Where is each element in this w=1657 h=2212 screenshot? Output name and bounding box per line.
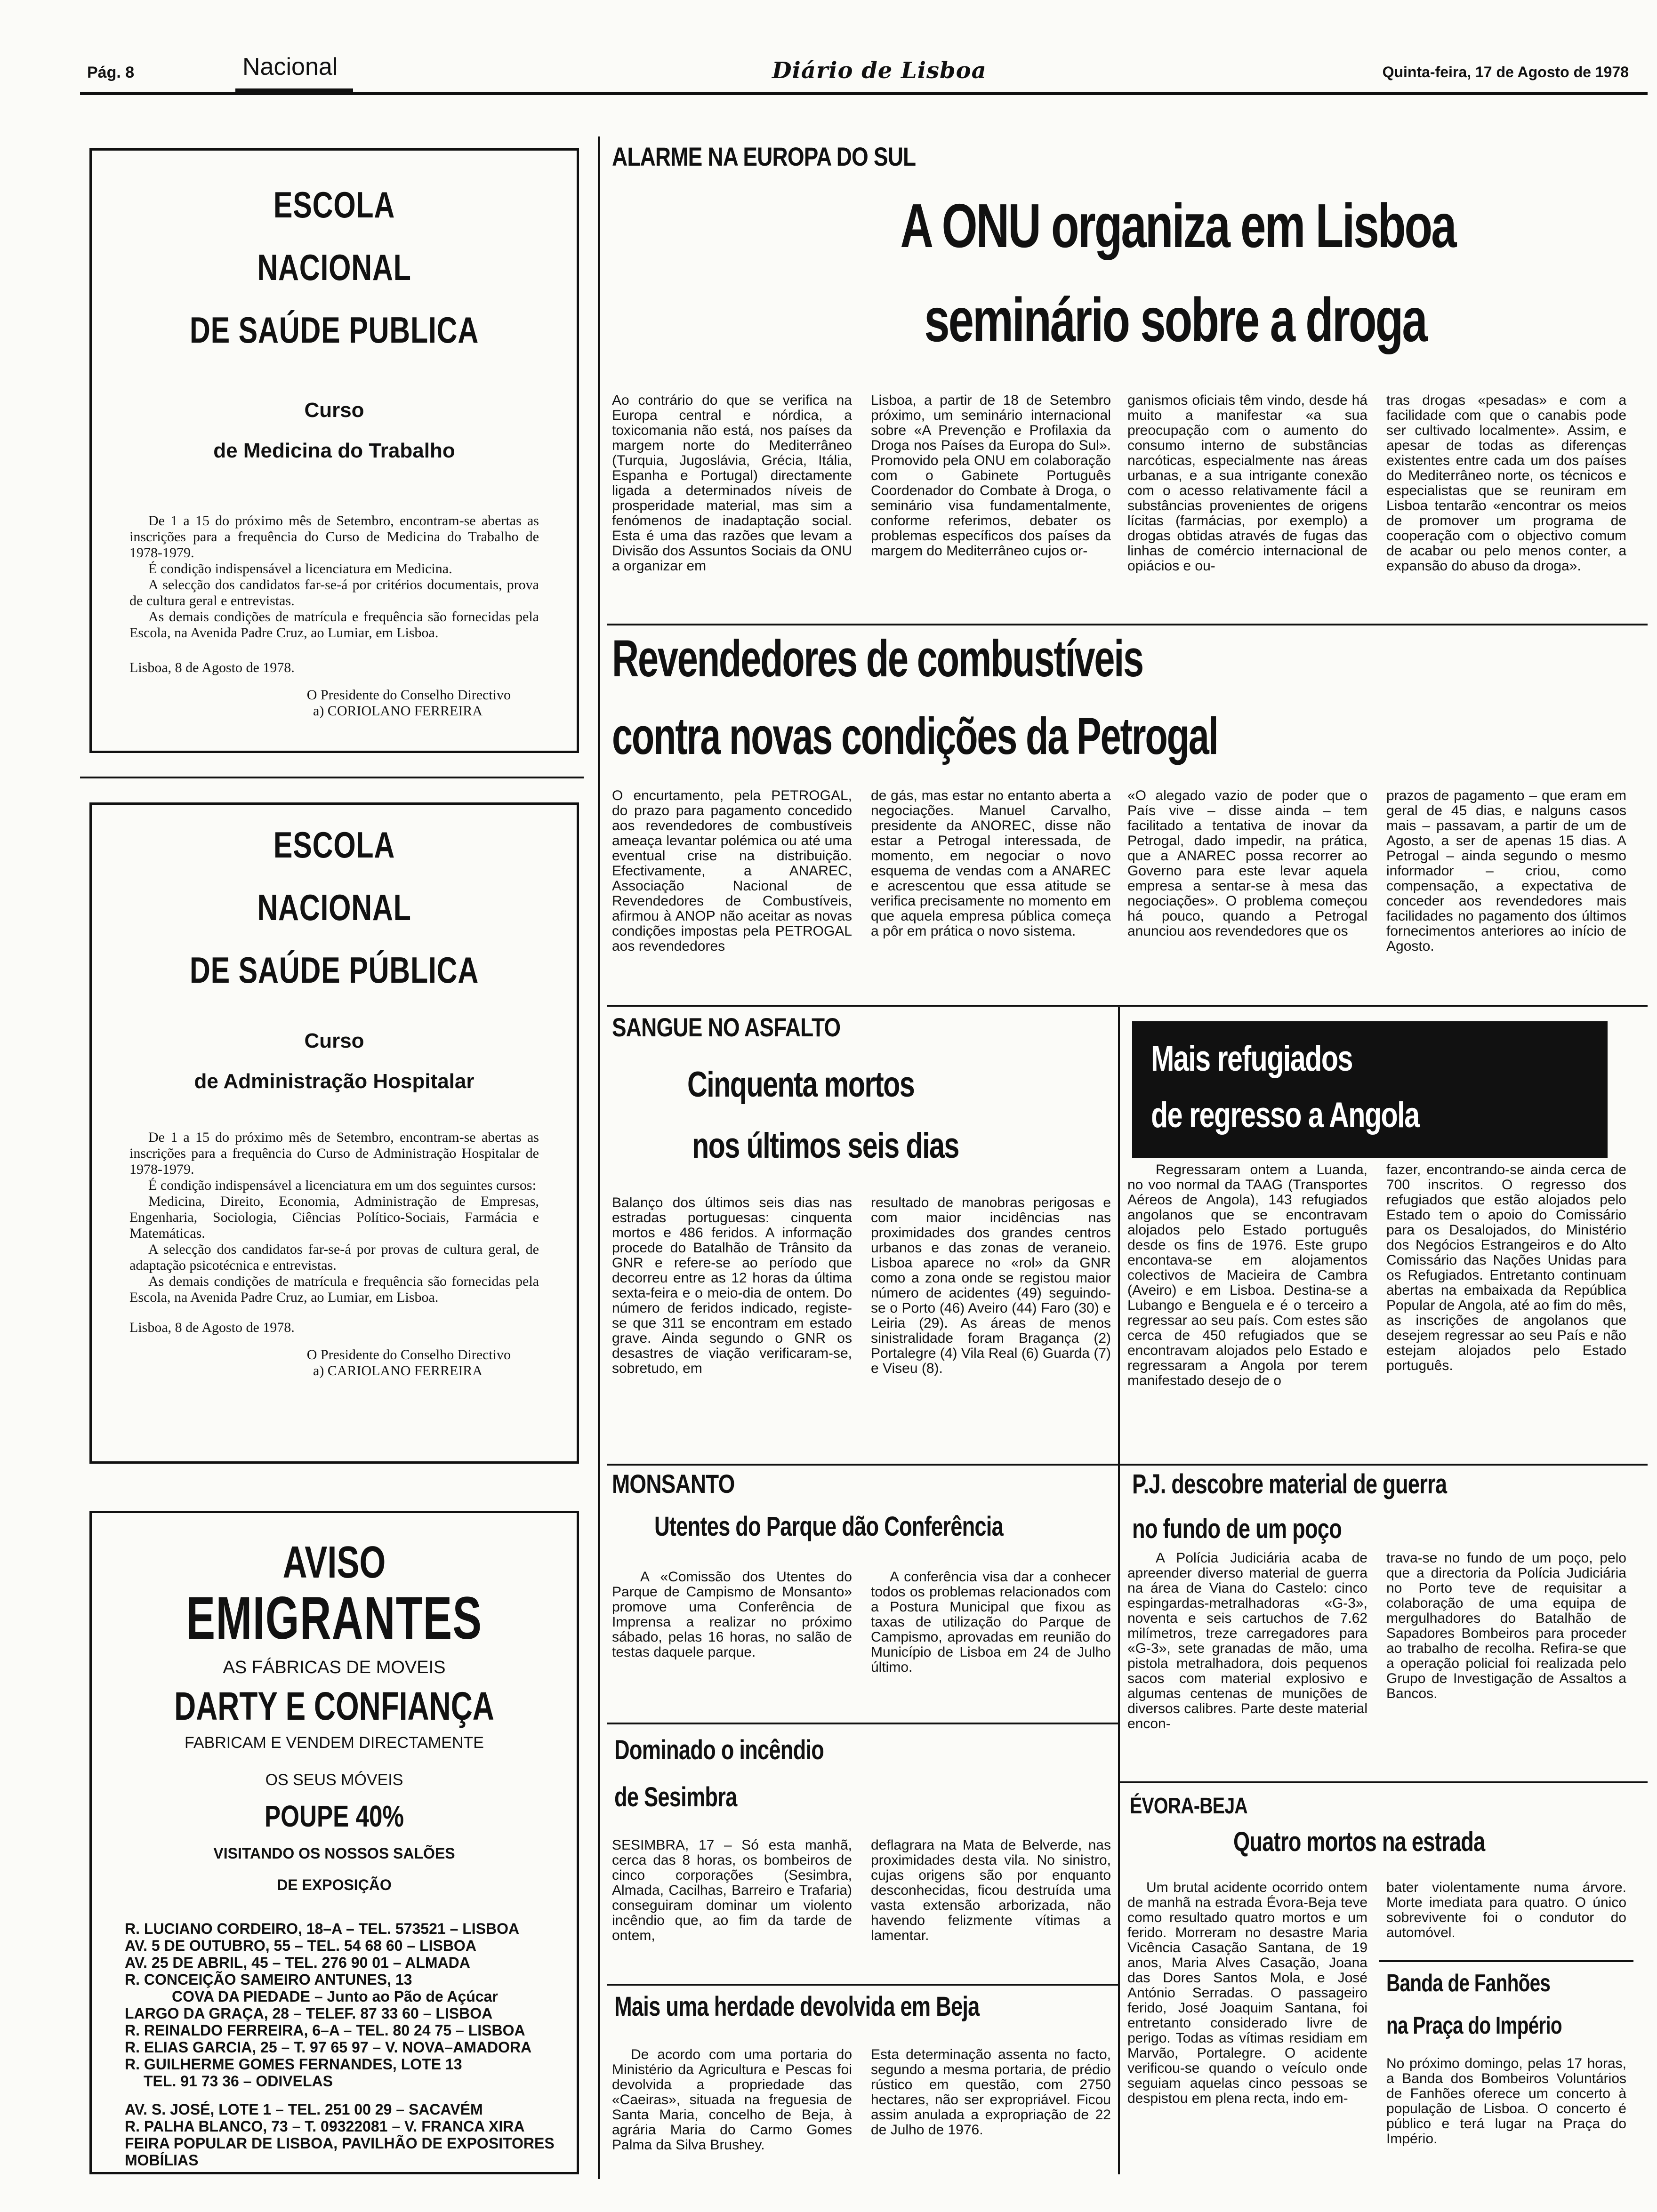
- column-separator: [598, 136, 600, 2179]
- ad1-course-name: de Medicina do Trabalho: [213, 439, 455, 462]
- issue-date: Quinta-feira, 17 de Agosto de 1978: [1382, 64, 1629, 80]
- ad3-fabricam: FABRICAM E VENDEM DIRECTAMENTE: [185, 1734, 484, 1752]
- monsanto-column: A «Comissão dos Utentes do Parque de Campismo de Monsanto» promove uma Conferência de Imprensa a realizar no próximo sábado, pelas 16 horas, no salão de testas daquele parque.: [612, 1570, 852, 1660]
- onu-headline-line1: A ONU organiza em Lisboa: [900, 191, 1456, 260]
- ad2-course-name: de Administração Hospitalar: [194, 1070, 475, 1093]
- pj-headline-line1: P.J. descobre material de guerra: [1132, 1469, 1447, 1499]
- petrogal-column: «O alegado vazio de poder que o País vive – disse ainda – tem facilitado a tentativa de inovar da Petrogal, dado impedir, na prática, que a ANAREC possa recorrer ao Governo para este levar aquela empresa a sentar-se à mesa das negociações». O problema começou há pouco, quando a Petrogal anunciou aos revendedores que os: [1127, 788, 1367, 939]
- ad3-address: TEL. 91 73 36 – ODIVELAS: [144, 2073, 333, 2090]
- ad1-paragraph: As demais condições de matrícula e frequência são fornecidas pela Escola, na Avenida Padre Cruz, ao Lumiar, em Lisboa.: [129, 609, 539, 641]
- ad3-poupe: POUPE 40%: [265, 1799, 404, 1833]
- ad2-title-line1: ESCOLA: [273, 824, 395, 866]
- ad1-paragraph: A selecção dos candidatos far-se-á por critérios documentais, prova de cultura geral e entrevistas.: [129, 577, 539, 609]
- ad3-address: R. REINALDO FERREIRA, 6–A – TEL. 80 24 75 – LISBOA: [125, 2022, 525, 2039]
- angola-headline-line2: de regresso a Angola: [1151, 1095, 1419, 1135]
- monsanto-headline: Utentes do Parque dão Conferência: [654, 1511, 1003, 1542]
- section-name: Nacional: [242, 53, 338, 80]
- divider: [607, 1984, 1118, 1986]
- onu-column: Lisboa, a partir de 18 de Setembro próximo, um seminário internacional sobre «A Prevenção e Profilaxia da Droga nos Países da Europa do Sul». Promovido pela ONU em colaboração com o Gabinete Português Coordenador do Combate à Droga, o seminário visa fundamentalmente, conforme referimos, debater os problemas específicos dos países da margem do Mediterrâneo cujos or-: [871, 393, 1111, 559]
- pj-column: trava-se no fundo de um poço, pelo que a directoria da Polícia Judiciária no Porto teve de requisitar a colaboração de uma equipa de mergulhadores do Batalhão de Sapadores Bombeiros para proceder ao trabalho de recolha. Refira-se que a operação policial foi realizada pelo Grupo de Investigação de Assaltos a Bancos.: [1386, 1551, 1626, 1701]
- ad1-curso: Curso: [304, 399, 364, 422]
- ad1-paragraph: É condição indispensável a licenciatura em Medicina.: [148, 561, 452, 577]
- angola-headline-box: [1132, 1021, 1608, 1158]
- ad2-place-date: Lisboa, 8 de Agosto de 1978.: [129, 1320, 295, 1335]
- ad2-title-line2: NACIONAL: [257, 887, 411, 928]
- beja-headline: Mais uma herdade devolvida em Beja: [614, 1991, 980, 2022]
- ad3-address: AV. S. JOSÉ, LOTE 1 – TEL. 251 00 29 – SACAVÉM: [125, 2101, 483, 2118]
- evora-column: Um brutal acidente ocorrido ontem de manhã na estrada Évora-Beja teve como resultado quatro mortos e um ferido. Morreram no desastre Maria Vicência Casação Santana, de 19 anos, Maria Alves Casação, Joana das Dores Santos Mola, e José António Serradas. O passageiro ferido, José Joaquim Santana, foi entretanto considerado livre de perigo. Todas as vítimas residiam em Marvão, Portalegre. O acidente verificou-se quando o veículo onde seguiam aquelas cinco pessoas se despistou em plena recta, indo em-: [1127, 1880, 1367, 2106]
- ad2-title-line3: DE SAÚDE PÚBLICA: [189, 949, 479, 991]
- onu-column: ganismos oficiais têm vindo, desde há muito a manifestar «a sua preocupação com o aumento do consumo interno de substâncias narcóticas, especialmente nas áreas urbanas, e a sua intrigante conexão com o acesso relativamente fácil a substâncias provenientes de origens lícitas (farmácias, por exemplo) a drogas obtidas através de fugas das linhas de comércio internacional de opiácios e ou-: [1127, 393, 1367, 574]
- angola-headline-line1: Mais refugiados: [1151, 1039, 1352, 1079]
- ad3-address: FEIRA POPULAR DE LISBOA, PAVILHÃO DE EXPOSITORES MOBÍLIAS: [125, 2135, 555, 2169]
- ad2-signatory-name: a) CARIOLANO FERREIRA: [313, 1363, 483, 1378]
- petrogal-headline-line2: contra novas condições da Petrogal: [612, 707, 1218, 765]
- ad2-paragraph: A selecção dos candidatos far-se-á por provas de cultura geral, de adaptação psicotécnica e entrevistas.: [129, 1242, 539, 1273]
- ad1-place-date: Lisboa, 8 de Agosto de 1978.: [129, 660, 295, 675]
- pj-column: A Polícia Judiciária acaba de apreender diverso material de guerra na área de Viana do Castelo: cinco espingardas-metralhadoras «G-3», noventa e seis cartuchos de 7.62 milímetros, treze carregadores para «G-3», sete granadas de mão, uma pistola metralhadora, dois pequenos sacos com material explosivo e algumas centenas de munições de diversos calibres. Parte deste material encon-: [1127, 1551, 1367, 1731]
- ad3-brand: DARTY E CONFIANÇA: [174, 1684, 494, 1728]
- ad3-address: R. CONCEIÇÃO SAMEIRO ANTUNES, 13: [125, 1971, 412, 1988]
- ad1-signatory-title: O Presidente do Conselho Directivo: [306, 687, 511, 703]
- sangue-headline-line1: Cinquenta mortos: [687, 1065, 915, 1105]
- divider: [607, 624, 1648, 625]
- onu-kicker: ALARME NA EUROPA DO SUL: [612, 142, 916, 171]
- ad1-paragraph: De 1 a 15 do próximo mês de Setembro, encontram-se abertas as inscrições para a frequência do Curso de Medicina do Trabalho de 1978-1979.: [129, 513, 539, 561]
- ad3-aviso: AVISO: [282, 1537, 386, 1587]
- ad3-address: AV. 5 DE OUTUBRO, 55 – TEL. 54 68 60 – LISBOA: [125, 1937, 476, 1954]
- onu-column: Ao contrário do que se verifica na Europa central e nórdica, a toxicomania não está, nos países da margem norte do Mediterrâneo (Turquia, Jugoslávia, Grécia, Itália, Espanha e Portugal) directamente ligada a determinados níveis de prosperidade material, mas sim a fenómenos de inadaptação social. Esta é uma das razões que levam a Divisão dos Assuntos Sociais da ONU a organizar em: [612, 393, 852, 574]
- onu-column: tras drogas «pesadas» e com a facilidade com que o canabis pode ser cultivado localmente». Assim, e apesar de todas as diferenças existentes entre cada um dos países do Mediterrâneo norte, os técnicos e especialistas que se reuniram em Lisboa tentarão «encontrar os meios de promover um programa de cooperação com o objectivo comum de acabar ou pelo menos conter, a expansão do abuso da droga».: [1386, 393, 1626, 574]
- ad-saude-administracao: [89, 802, 579, 1464]
- petrogal-headline-line1: Revendedores de combustíveis: [612, 630, 1143, 688]
- evora-column: bater violentamente numa árvore. Morte imediata para quatro. O único sobrevivente foi o condutor do automóvel.: [1386, 1880, 1626, 1940]
- beja-column: Esta determinação assenta no facto, segundo a mesma portaria, de prédio rústico em questão, com 2750 hectares, não ser expropriável. Ficou assim anulada a expropriação de 22 de Julho de 1976.: [871, 2047, 1111, 2138]
- fanhoes-body: No próximo domingo, pelas 17 horas, a Banda dos Bombeiros Voluntários de Fanhões oferece um concerto à população de Lisboa. O concerto é público e terá lugar na Praça do Império.: [1386, 2056, 1626, 2147]
- monsanto-kicker: MONSANTO: [612, 1469, 735, 1499]
- divider: [607, 1723, 1118, 1724]
- divider: [607, 1005, 1648, 1007]
- ad3-visitando: VISITANDO OS NOSSOS SALÕES: [213, 1845, 455, 1862]
- newspaper-name: Diário de Lisboa: [772, 57, 987, 84]
- sangue-kicker: SANGUE NO ASFALTO: [612, 1012, 841, 1042]
- ad1-signatory-name: a) CORIOLANO FERREIRA: [313, 703, 483, 719]
- angola-column: Regressaram ontem a Luanda, no voo normal da TAAG (Transportes Aéreos de Angola), 143 refugiados angolanos que se encontravam alojados pelo Estado português desde os fins de 1976. Este grupo encontava-se em alojamentos colectivos de Macieira de Cambra (Aveiro) e em Lisboa. Destina-se a Lubango e Benguela e é o terceiro a regressar ao seu país. Com estes são cerca de 450 refugiados que se encontravam alojados pelo Estado e regressaram a Angola por terem manifestado desejo de o: [1127, 1162, 1367, 1388]
- ad3-exposicao: DE EXPOSIÇÃO: [277, 1876, 392, 1893]
- petrogal-column: O encurtamento, pela PETROGAL, do prazo para pagamento concedido aos revendedores de combustíveis ameaça levantar polémica ou até uma eventual crise na distribuição. Efectivamente, a ANAREC, Associação Nacional de Revendedores de Combustíveis, afirmou à ANOP não aceitar as novas condições impostas pela PETROGAL aos revendedores: [612, 788, 852, 954]
- evora-kicker: ÉVORA-BEJA: [1130, 1794, 1247, 1819]
- ad3-address: R. ELIAS GARCIA, 25 – T. 97 65 97 – V. NOVA–AMADORA: [125, 2039, 532, 2056]
- ad2-paragraph: Medicina, Direito, Economia, Administração de Empresas, Engenharia, Sociologia, Ciências Político-Sociais, Farmácia e Matemáticas.: [129, 1194, 539, 1241]
- ad2-signatory-title: O Presidente do Conselho Directivo: [306, 1347, 511, 1362]
- sesimbra-headline-line2: de Sesimbra: [614, 1782, 737, 1812]
- ad-darty-confianca: [89, 1511, 579, 2174]
- ad1-title-line3: DE SAÚDE PUBLICA: [189, 309, 479, 351]
- ad3-address: R. LUCIANO CORDEIRO, 18–A – TEL. 573521 – LISBOA: [125, 1920, 520, 1937]
- angola-column: fazer, encontrando-se ainda cerca de 700 inscritos. O regresso dos refugiados que estão alojados pelo Estado tem o apoio do Comissário para os Desalojados, do Ministério dos Negócios Estrangeiros e do Alto Comissário das Nações Unidas para os Refugiados. Entretanto continuam abertas na embaixada da República Popular de Angola, até ao fim do mês, as inscrições de angolanos que desejem regressar ao seu País e não estejam alojados pelo Estado português.: [1386, 1162, 1626, 1373]
- divider: [80, 777, 584, 778]
- petrogal-column: de gás, mas estar no entanto aberta a negociações. Manuel Carvalho, presidente da ANOREC, disse não estar a Petrogal interessada, de momento, em negociar o novo esquema de vendas com a ANAREC e acrescentou que essa atitude se verifica precisamente no momento em que aquela empresa pública começa a pôr em prática o novo sistema.: [871, 788, 1111, 939]
- fanhoes-headline-line1: Banda de Fanhões: [1386, 1970, 1551, 1997]
- sesimbra-headline-line1: Dominado o incêndio: [614, 1735, 824, 1765]
- ad3-address: R. GUILHERME GOMES FERNANDES, LOTE 13: [125, 2056, 462, 2073]
- ad3-emigrantes: EMIGRANTES: [186, 1585, 483, 1652]
- divider: [1118, 1007, 1120, 2174]
- section-underline: [235, 88, 353, 93]
- pj-headline-line2: no fundo de um poço: [1132, 1514, 1342, 1544]
- sangue-headline-line2: nos últimos seis dias: [692, 1126, 959, 1166]
- ad3-fabricas: AS FÁBRICAS DE MOVEIS: [223, 1658, 446, 1677]
- monsanto-column: A conferência visa dar a conhecer todos os problemas relacionados com a Postura Municipal que fixou as taxas de utilização do Parque de Campismo, aprovadas em reunião do Município de Lisboa em 24 de Julho último.: [871, 1570, 1111, 1675]
- fanhoes-headline-line2: na Praça do Império: [1386, 2012, 1562, 2039]
- ad1-title-line1: ESCOLA: [273, 184, 395, 225]
- sesimbra-column: SESIMBRA, 17 – Só esta manhã, cerca das 8 horas, os bombeiros de cinco corporações (Sesimbra, Almada, Cacilhas, Barreiro e Trafaria) conseguiram dominar um violento incêndio que, ao fim da tarde de ontem,: [612, 1838, 852, 1943]
- sangue-column: resultado de manobras perigosas e com maior incidências nas proximidades dos grandes centros urbanos e das zonas de veraneio. Lisboa aparece no «rol» da GNR como a zona onde se registou maior número de acidentes (49) seguindo-se o Porto (46) Aveiro (44) Faro (30) e Leiria (29). As áreas de menos sinistralidade foram Bragança (2) Portalegre (4) Vila Real (6) Guarda (7) e Viseu (8).: [871, 1195, 1111, 1376]
- evora-headline: Quatro mortos na estrada: [1233, 1827, 1485, 1857]
- petrogal-column: prazos de pagamento – que eram em geral de 45 dias, e nalguns casos mais – passavam, a partir de um de Agosto, a ser de apenas 15 dias. A Petrogal – ainda segundo o mesmo informador – criou, como compensação, a expectativa de conceder aos revendedores mais facilidades no pagamento dos últimos fornecimentos anteriores ao início de Agosto.: [1386, 788, 1626, 954]
- ad2-paragraph: De 1 a 15 do próximo mês de Setembro, encontram-se abertas as inscrições para a frequência do Curso de Administração Hospitalar de 1978-1979.: [129, 1130, 539, 1177]
- page-number: Pág. 8: [87, 64, 135, 81]
- divider: [1118, 1781, 1648, 1783]
- ad2-paragraph: As demais condições de matrícula e frequência são fornecidas pela Escola, na Avenida Padre Cruz, ao Lumiar, em Lisboa.: [129, 1274, 539, 1305]
- ad3-address: AV. 25 DE ABRIL, 45 – TEL. 276 90 01 – ALMADA: [125, 1954, 470, 1971]
- fanhoes-box: [1379, 1960, 1633, 2179]
- ad2-curso: Curso: [304, 1029, 364, 1052]
- ad2-paragraph: É condição indispensável a licenciatura em um dos seguintes cursos:: [148, 1178, 536, 1193]
- onu-headline-line2: seminário sobre a droga: [924, 285, 1426, 354]
- ad3-address: R. PALHA BLANCO, 73 – T. 09322081 – V. FRANCA XIRA: [125, 2118, 525, 2135]
- beja-column: De acordo com uma portaria do Ministério da Agricultura e Pescas foi devolvida a propriedade das «Caeiras», situada na freguesia de Santa Maria, concelho de Beja, à agrária Maria do Carmo Gomes Palma da Silva Brushey.: [612, 2047, 852, 2153]
- sangue-column: Balanço dos últimos seis dias nas estradas portuguesas: cinquenta mortos e 486 feridos. A informação procede do Batalhão de Trânsito da GNR e refere-se ao período que decorreu entre as 12 horas da última sexta-feira e o meio-dia de ontem. Do número de feridos indicado, registe-se que 311 se encontram em estado grave. Ainda segundo o GNR os desastres de viação verificaram-se, sobretudo, em: [612, 1195, 852, 1376]
- ad3-address: LARGO DA GRAÇA, 28 – TELEF. 87 33 60 – LISBOA: [125, 2005, 493, 2022]
- divider: [607, 1464, 1648, 1466]
- sesimbra-column: deflagrara na Mata de Belverde, nas proximidades desta vila. No sinistro, cujas origens são por enquanto desconhecidas, ficou destruída uma vasta extensão arborizada, não havendo felizmente vítimas a lamentar.: [871, 1838, 1111, 1943]
- ad-saude-medicina: [89, 148, 579, 753]
- ad3-address: COVA DA PIEDADE – Junto ao Pão de Açúcar: [172, 1988, 498, 2005]
- masthead: [0, 0, 1657, 122]
- ad3-moveis: OS SEUS MÓVEIS: [265, 1771, 403, 1789]
- ad1-title-line2: NACIONAL: [257, 247, 411, 288]
